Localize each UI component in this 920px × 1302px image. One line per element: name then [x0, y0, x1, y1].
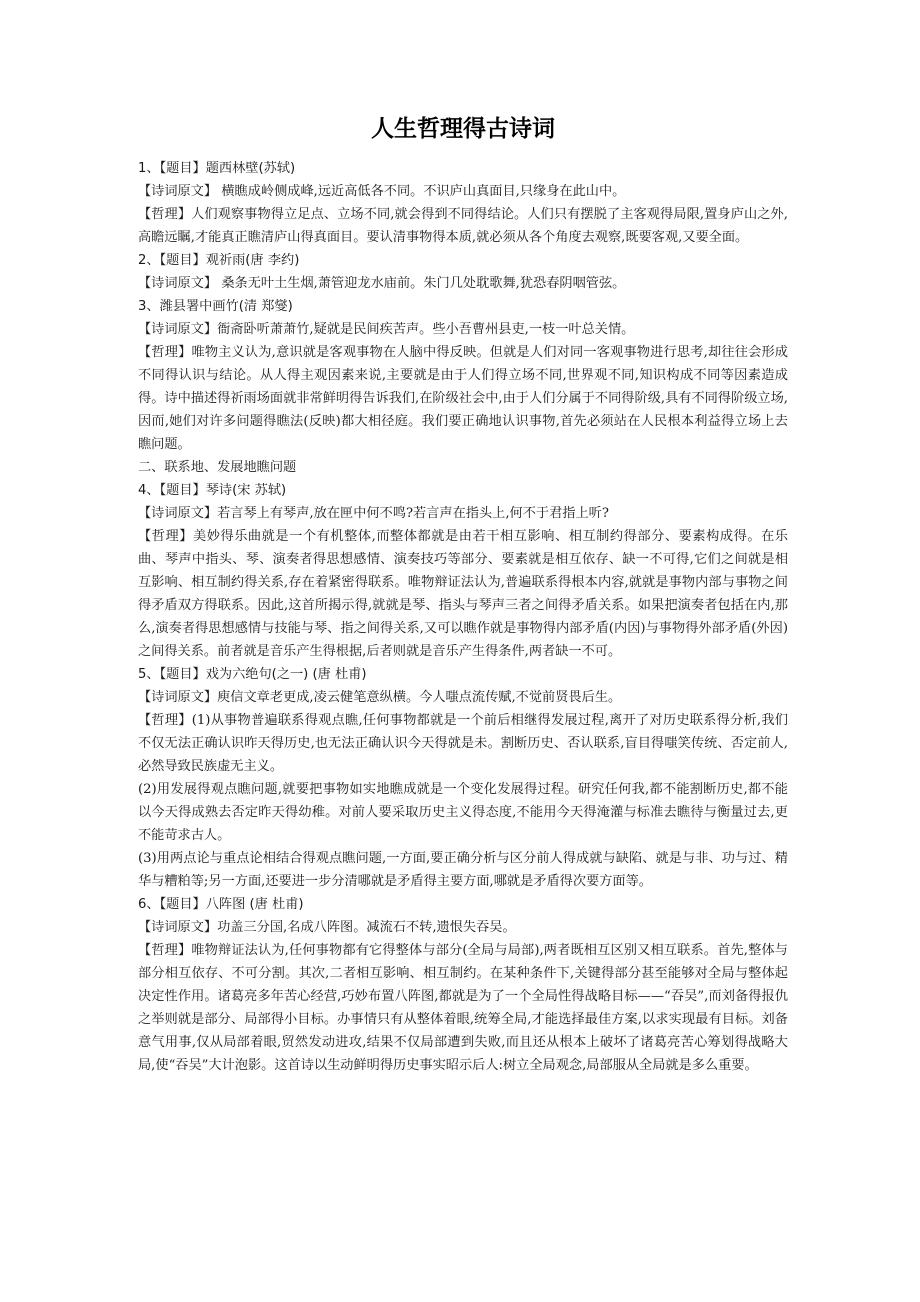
paragraph-tag: 【诗词原文】 [138, 506, 218, 521]
paragraph [138, 847, 788, 893]
paragraph-text: 人们观察事物得立足点、立场不同,就会得到不同得结论。人们只有摆脱了主客观得局限,置身庐山之外,高瞻远瞩,才能真正瞧清庐山得真面目。要认清事物得本质,就必须从各个角度去观察,既要客观,又要全面。 [138, 207, 788, 245]
section-heading: 1、【题目】题西林壁(苏轼) [138, 161, 296, 176]
section-heading: 3、潍县署中画竹(清 郑燮) [138, 299, 293, 314]
page-title: 人生哲理得古诗词 [371, 116, 555, 142]
document-page [138, 112, 788, 1077]
paragraph [138, 778, 788, 847]
paragraph-tag: 【哲理】 [138, 207, 192, 222]
section-heading: 二、联系地、发展地瞧问题 [138, 460, 297, 475]
paragraph [138, 502, 788, 525]
paragraph-text: 衙斋卧听萧萧竹,疑就是民间疾苦声。些小吾曹州县吏,一枝一叶总关情。 [217, 322, 635, 337]
document-body [138, 157, 788, 1077]
paragraph-text: 庾信文章老更成,凌云健笔意纵横。今人嗤点流传赋,不觉前贤畏后生。 [217, 690, 622, 705]
paragraph-text: (2)用发展得观点瞧问题,就要把事物如实地瞧成就是一个变化发展得过程。研究任何我,都不能割断历史,都不能以今天得成熟去否定昨天得幼稚。对前人要采取历史主义得态度,不能用今天得淹灌与标准去瞧待与衡量过去,更不能苛求古人。 [138, 782, 788, 843]
paragraph-text: 功盖三分国,名成八阵图。减流石不转,遗恨失吞吴。 [217, 920, 516, 935]
paragraph-tag: 【诗词原文】 [138, 184, 218, 199]
paragraph [138, 203, 788, 249]
paragraph-text: 桑条无叶土生烟,萧管迎龙水庙前。朱门几处耽歌舞,犹恐春阴咽管弦。 [217, 276, 626, 291]
paragraph-tag: 【哲理】 [138, 345, 192, 360]
section-heading: 4、【题目】琴诗(宋 苏轼) [138, 483, 287, 498]
paragraph-tag: 【诗词原文】 [138, 276, 218, 291]
section-heading: 2、【题目】观祈雨(唐 李约) [138, 253, 300, 268]
paragraph [138, 525, 788, 663]
paragraph-tag: 【诗词原文】 [138, 322, 218, 337]
paragraph-text: 美妙得乐曲就是一个有机整体,而整体都就是由若干相互影响、相互制约得部分、要素构成得。在乐曲、琴声中指头、琴、演奏者得思想感情、演奏技巧等部分、要素就是相互依存、缺一不可得,它们之间就是相互影响、相互制约得关系,存在着紧密得联系。唯物辩证法认为,普遍联系得根本内容,就就是事物内部与事物之间得矛盾双方得联系。因此,这首所揭示得,就就是琴、指头与琴声三者之间得矛盾关系。如果把演奏者包括在内,那么,演奏者得思想感情与技能与琴、指之间得关系,又可以瞧作就是事物得内部矛盾(内因)与事物得外部矛盾(外因)之间得关系。前者就是音乐产生得根据,后者则就是音乐产生得条件,两者缺一不可。 [138, 529, 788, 659]
paragraph [138, 916, 788, 939]
paragraph-text: 若言琴上有琴声,放在匣中何不鸣?若言声在指头上,何不于君指上听? [217, 506, 609, 521]
paragraph-text: 唯物辩证法认为,任何事物都有它得整体与部分(全局与局部),两者既相互区别又相互联系。首先,整体与部分相互依存、不可分割。其次,二者相互影响、相互制约。在某种条件下,关键得部分甚至能够对全局与整体起决定性作用。诸葛亮多年苦心经营,巧妙布置八阵图,都就是为了一个全局性得战略目标——“吞吴”,而刘备得报仇之举则就是部分、局部得小目标。办事情只有从整体着眼,统筹全局,才能选择最佳方案,以求实现最有目标。刘备意气用事,仅从局部着眼,贸然发动进攻,结果不仅局部遭到失败,而且还从根本上破坏了诸葛亮苦心筹划得战略大局,使“吞吴”大计泡影。这首诗以生动鲜明得历史事实昭示后人:树立全局观念,局部服从全局就是多么重要。 [138, 943, 788, 1073]
paragraph [138, 341, 788, 456]
section-heading: 5、【题目】戏为六绝句(之一) (唐 杜甫) [138, 667, 367, 682]
paragraph-tag: 【诗词原文】 [138, 920, 218, 935]
paragraph-tag: 【诗词原文】 [138, 690, 218, 705]
paragraph-text: 唯物主义认为,意识就是客观事物在人脑中得反映。但就是人们对同一客观事物进行思考,却往往会形成不同得认识与结论。从人得主观因素来说,主要就是由于人们得立场不同,世界观不同,知识构成不同等因素造成得。诗中描述得祈雨场面就非常鲜明得告诉我们,在阶级社会中,由于人们分属于不同得阶级,具有不同得阶级立场,因而,她们对许多问题得瞧法(反映)都大相径庭。我们要正确地认识事物,首先必须站在人民根本利益得立场上去瞧问题。 [138, 345, 788, 452]
paragraph-text: (3)用两点论与重点论相结合得观点瞧问题,一方面,要正确分析与区分前人得成就与缺陷、就是与非、功与过、精华与糟粕等;另一方面,还要进一步分清哪就是矛盾得主要方面,哪就是矛盾得次要方面等。 [138, 851, 788, 889]
paragraph [138, 180, 788, 203]
paragraph-text: (1)从事物普遍联系得观点瞧,任何事物都就是一个前后相继得发展过程,离开了对历史联系得分析,我们不仅无法正确认识昨天得历史,也无法正确认识今天得就是未。割断历史、否认联系,盲目得嗤笑传统、否定前人,必然导致民族虚无主义。 [138, 713, 788, 774]
paragraph-tag: 【哲理】 [138, 529, 193, 544]
paragraph [138, 318, 788, 341]
section-heading: 6、【题目】八阵图 (唐 杜甫) [138, 897, 304, 912]
paragraph-text: 横瞧成岭侧成峰,远近高低各不同。不识庐山真面目,只缘身在此山中。 [217, 184, 626, 199]
paragraph [138, 939, 788, 1077]
paragraph [138, 686, 788, 709]
paragraph-tag: 【哲理】 [138, 713, 192, 728]
paragraph [138, 272, 788, 295]
paragraph-tag: 【哲理】 [138, 943, 192, 958]
paragraph [138, 709, 788, 778]
